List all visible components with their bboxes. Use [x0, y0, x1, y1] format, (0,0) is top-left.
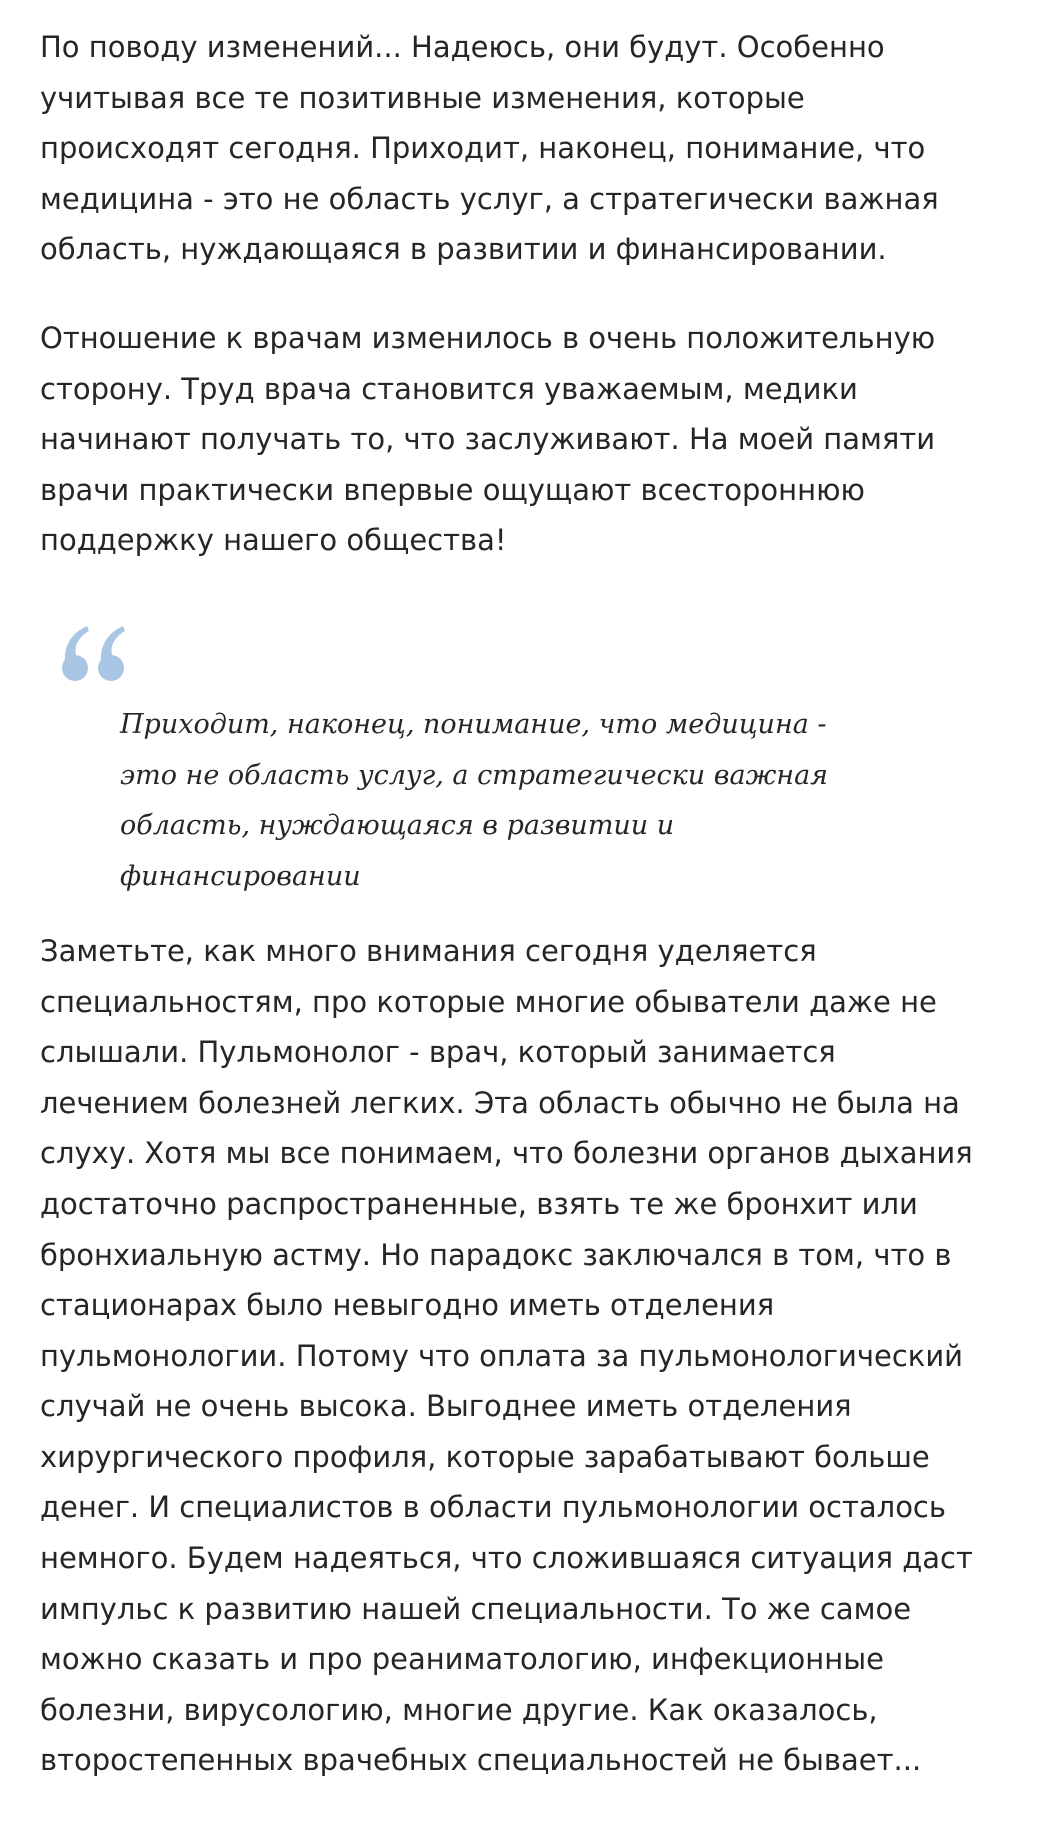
- article-paragraph: По поводу изменений... Надеюсь, они будут. Особенно учитывая все те позитивные изменения, которые происходят сегодня. Приходит, наконец, понимание, что медицина - это не область услуг, а стратегически важная область, нуждающаяся в развитии и финансировании.: [40, 30, 939, 267]
- article-body: [40, 22, 1040, 1786]
- pull-quote: [40, 626, 1040, 926]
- pull-quote-text: Приходит, наконец, понимание, что медицина - это не область услуг, а стратегически важная область, нуждающаяся в развитии и финансировании: [120, 708, 829, 892]
- quote-mark-icon: [53, 612, 133, 692]
- article-paragraph: Отношение к врачам изменилось в очень положительную сторону. Труд врача становится уважаемым, медики начинают получать то, что заслуживают. На моей памяти врачи практически впервые ощущают всестороннюю поддержку нашего общества!: [40, 320, 936, 558]
- article-paragraph: Заметьте, как много внимания сегодня уделяется специальностям, про которые многие обыватели даже не слышали. Пульмонолог - врач, который занимается лечением болезней легких. Эта область обычно не была на слуху. Хотя мы все понимаем, что болезни органов дыхания достаточно распространенные, взять те же бронхит или бронхиальную астму. Но парадокс заключался в том, что в стационарах было невыгодно иметь отделения пульмонологии. Потому что оплата за пульмонологический случай не очень высока. Выгоднее иметь отделения хирургического профиля, которые зарабатывают больше денег. И специалистов в области пульмонологии осталось немного. Будем надеяться, что сложившаяся ситуация даст импульс к развитию нашей специальности. То же самое можно сказать и про реаниматологию, инфекционные болезни, вирусологию, многие другие. Как оказалось, второстепенных врачебных специальностей не бывает...: [40, 933, 973, 1778]
